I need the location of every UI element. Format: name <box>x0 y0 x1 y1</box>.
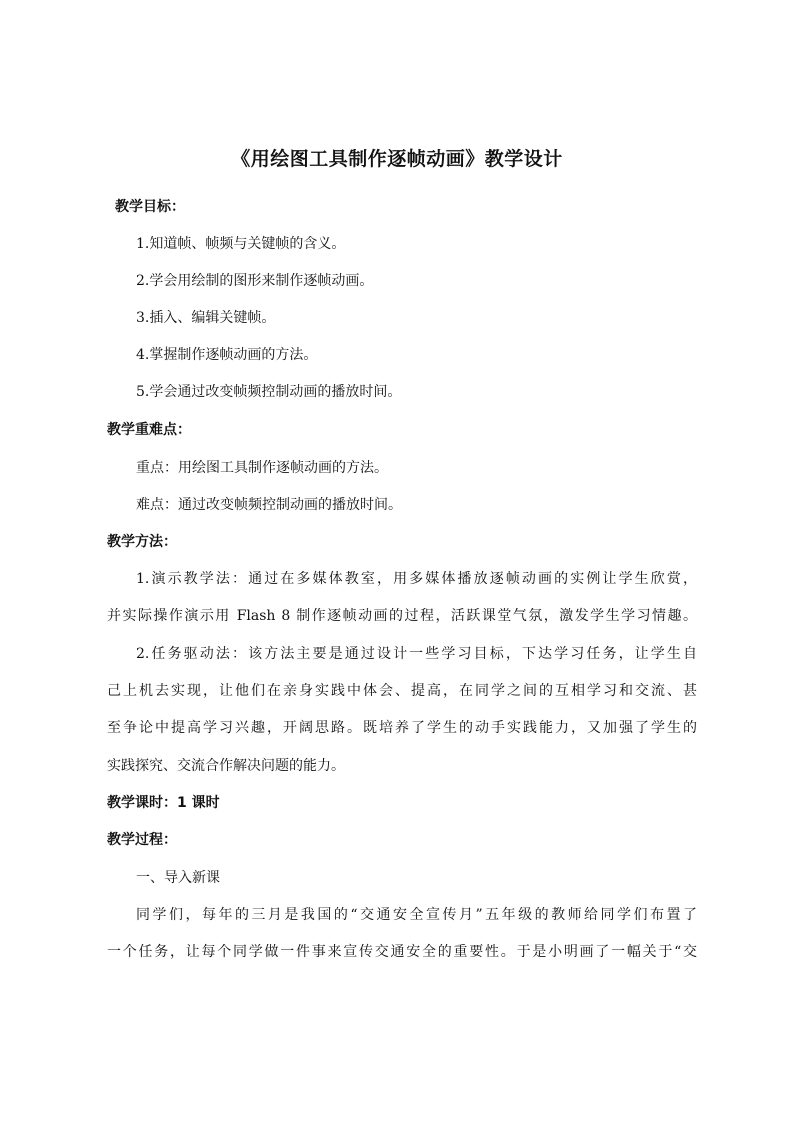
document-title: 《用绘图工具制作逐帧动画》教学设计 <box>231 148 563 170</box>
goal-item: 2.学会用绘制的图形来制作逐帧动画。 <box>136 273 374 289</box>
intro-paragraph-line: 一个任务，让每个同学做一件事来宣传交通安全的重要性。于是小明画了一幅关于“交 <box>107 944 697 960</box>
goal-item: 1.知道帧、帧频与关键帧的含义。 <box>136 236 346 252</box>
key-points-heading: 教学重难点： <box>107 422 191 438</box>
intro-paragraph-line: 同学们，每年的三月是我国的“交通安全宣传月”五年级的教师给同学们布置了 <box>136 907 697 923</box>
goal-item: 3.插入、编辑关键帧。 <box>136 310 276 326</box>
goals-heading: 教学目标： <box>115 199 185 215</box>
difficulty-point: 难点：通过改变帧频控制动画的播放时间。 <box>136 497 402 513</box>
section-heading: 一、导入新课 <box>136 870 220 886</box>
goal-item: 5.学会通过改变帧频控制动画的播放时间。 <box>136 384 402 400</box>
method2-line: 己上机去实现，让他们在亲身实践中体会、提高，在同学之间的互相学习和交流、甚 <box>107 683 697 699</box>
method2-line: 至争论中提高学习兴趣，开阔思路。既培养了学生的动手实践能力，又加强了学生的 <box>107 720 697 736</box>
method2-line: 2.任务驱动法：该方法主要是通过设计一些学习目标，下达学习任务，让学生自 <box>136 646 697 662</box>
method1-line: 并实际操作演示用 Flash 8 制作逐帧动画的过程，活跃课堂气氛，激发学生学习情趣。 <box>107 608 697 624</box>
focus-point: 重点：用绘图工具制作逐帧动画的方法。 <box>136 460 388 476</box>
method1-line: 1.演示教学法：通过在多媒体教室，用多媒体播放逐帧动画的实例让学生欣赏， <box>136 571 697 587</box>
method2-line: 实践探究、交流合作解决问题的能力。 <box>107 758 345 774</box>
goal-item: 4.掌握制作逐帧动画的方法。 <box>136 347 318 363</box>
class-hours: 教学课时：1 课时 <box>107 795 220 811</box>
process-heading: 教学过程： <box>107 832 177 848</box>
methods-heading: 教学方法： <box>107 534 177 550</box>
